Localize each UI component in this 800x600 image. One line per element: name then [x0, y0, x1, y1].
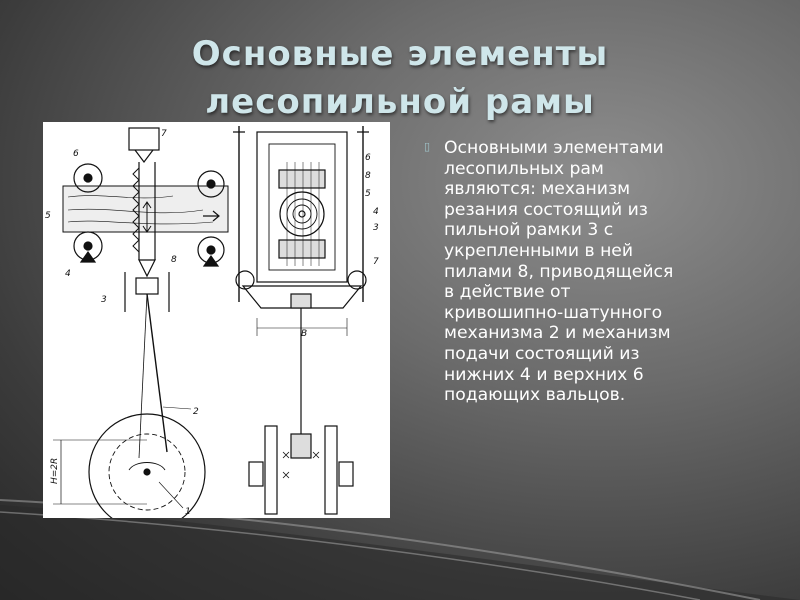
body-line: механизма 2 и механизм [444, 323, 671, 344]
body-line: кривошипно-шатунного [444, 302, 663, 323]
body-line: подачи состоящий из [444, 343, 640, 364]
lower-beam [279, 240, 325, 258]
label-7-front: 7 [373, 257, 379, 267]
label-8: 8 [171, 255, 177, 265]
body-line: пилами 8, приводящейся [444, 261, 674, 282]
label-4-front: 4 [373, 207, 379, 217]
body-line: в действие от [444, 282, 571, 303]
log [63, 186, 228, 232]
upper-beam [279, 170, 325, 188]
saw-frame-front [257, 132, 347, 282]
label-5-front: 5 [365, 189, 371, 199]
body-line: резания состоящий из [444, 199, 648, 220]
body-line: подающих вальцов. [444, 385, 626, 406]
crank-bearing-left [265, 426, 277, 514]
slide-title [0, 30, 800, 126]
bullet-text-block [424, 138, 754, 406]
frame-top-head [129, 128, 159, 150]
bullet-body [444, 138, 754, 406]
label-h: H=2R [50, 457, 60, 484]
label-b: B [301, 329, 308, 339]
sawmill-frame-diagram [43, 122, 390, 518]
body-line: укрепленными в ней [444, 240, 634, 261]
bullet-icon: ▯ [424, 140, 431, 153]
connecting-rod-2 [147, 294, 167, 452]
label-5: 5 [45, 211, 51, 221]
title-line-2: лесопильной рамы [205, 82, 595, 122]
bullet-item [424, 138, 754, 406]
label-7: 7 [161, 129, 167, 139]
label-2: 2 [193, 407, 199, 417]
frame-bottom-slide [136, 278, 158, 294]
diagram-svg [43, 122, 390, 518]
body-line: пильной рамки 3 с [444, 220, 614, 241]
label-4: 4 [65, 269, 71, 279]
crank-bearing-right [325, 426, 337, 514]
body-line: являются: механизм [444, 179, 631, 200]
label-3-front: 3 [373, 223, 379, 233]
label-6: 6 [73, 149, 79, 159]
crank-disc [89, 414, 205, 518]
label-1: 1 [185, 507, 191, 517]
body-line: нижних 4 и верхних 6 [444, 364, 644, 385]
body-line: лесопильных рам [444, 158, 604, 179]
label-6-front: 6 [365, 153, 371, 163]
label-8-front: 8 [365, 171, 371, 181]
label-3: 3 [101, 295, 107, 305]
title-line-1: Основные элементы [191, 34, 609, 74]
body-line: Основными элементами [444, 138, 664, 158]
